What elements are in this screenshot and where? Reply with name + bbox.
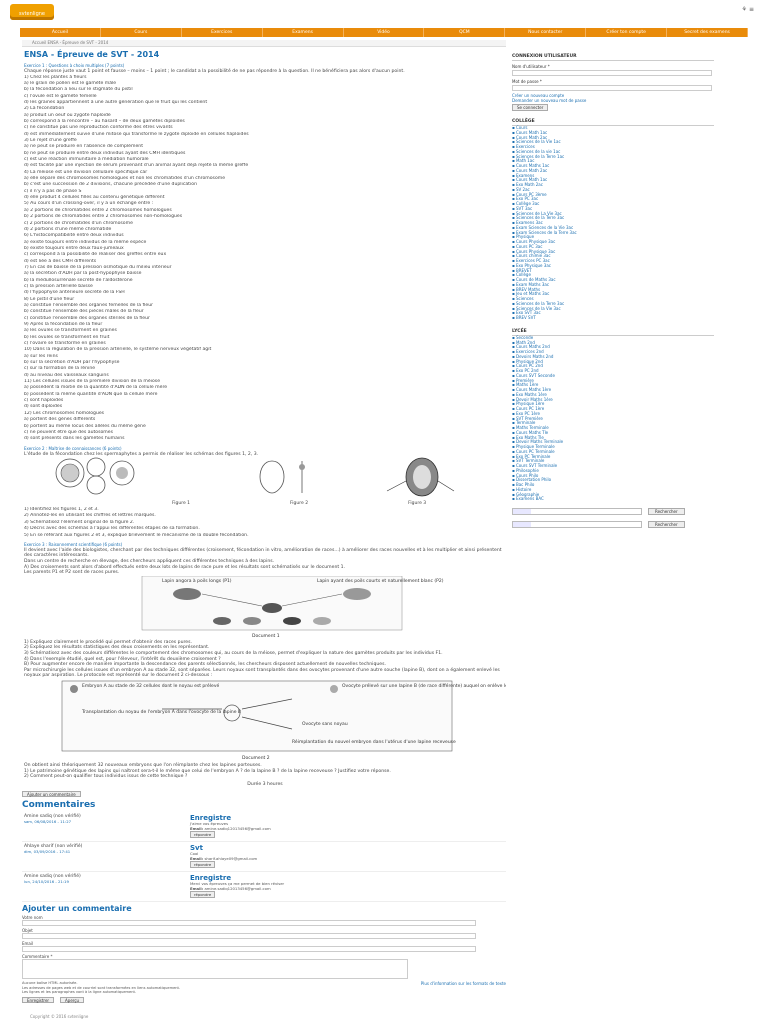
college-menu-item[interactable]: ▪ Math 1ac xyxy=(512,158,535,164)
comment-date[interactable]: sam, 06/08/2016 - 11:27 xyxy=(24,819,72,825)
college-menu-item[interactable]: ▪ Cours Math 1ac xyxy=(512,177,548,183)
qcm-line: d) 2 portions d'une même chromatide xyxy=(24,226,112,232)
college-menu-item[interactable]: ▪ Exam Sciences de la Terre 3ac xyxy=(512,229,577,235)
qcm-line: a) elle sépare des chromosomes homologues et non les chromatides d'un chromosome xyxy=(24,176,226,182)
login-link[interactable]: Créer un nouveau compte xyxy=(512,93,565,98)
college-menu-item[interactable]: ▪ Cours Math 2ac xyxy=(512,134,548,140)
comment-body xyxy=(190,844,500,868)
college-menu-item[interactable]: ▪ SVT 3ac xyxy=(512,205,533,211)
nav-item[interactable]: Accueil xyxy=(20,28,101,37)
qcm-line: a) existe toujours entre individus de la même espèce xyxy=(24,239,147,245)
comment-item xyxy=(22,872,506,902)
format-row xyxy=(22,981,506,994)
qcm-line: 2) La fécondation xyxy=(24,106,65,112)
figures-1-2-3 xyxy=(22,457,506,499)
comment-email-label: Email: xyxy=(190,855,204,861)
exam-duration: Durée 3 heures xyxy=(247,781,283,787)
name-label: Votre nom xyxy=(22,915,43,921)
comments-title: Commentaires xyxy=(22,800,96,811)
college-menu-item[interactable]: ▪ Sciences de la Vie 3ac xyxy=(512,305,561,311)
exercise-1-title: Exercice 1 : Questions à choix multiples (7 points) xyxy=(24,63,125,68)
qcm-line: a) la sécrétion d'ADH par la post-hypophyse baisse xyxy=(24,271,142,277)
figure-label: Figure 2 xyxy=(290,501,309,507)
lycee-menu-item[interactable]: ▪ Math 2nd xyxy=(512,339,535,345)
comment-label: Commentaire * xyxy=(22,954,53,960)
qcm-line: d) au niveau des vaisseaux sanguins xyxy=(24,372,109,378)
qcm-line: b) la fécondation a lieu sur le stigmate du pistil xyxy=(24,87,133,93)
comment-email xyxy=(190,827,500,831)
college-menu-item[interactable]: ▪ Cours PC 3ème xyxy=(512,191,547,197)
qcm-line: 4) La méiose est une division cellulaire spécifique car xyxy=(24,169,148,175)
search-button-2[interactable]: Rechercher xyxy=(648,521,685,528)
lycee-menu-title: LYCÉE xyxy=(512,329,714,336)
qcm-line: c) l'ovule est le gamète femelle xyxy=(24,93,97,99)
lycee-menu-item[interactable]: ▪ Terminale xyxy=(512,420,536,426)
college-menu xyxy=(512,126,714,321)
college-menu-item[interactable]: ▪ Sciences xyxy=(512,296,534,301)
top-icons[interactable]: ⚘ ≡ xyxy=(741,6,754,13)
qcm-line: c) sont haploïdes xyxy=(24,398,64,404)
site-logo[interactable] xyxy=(10,4,54,20)
comment-body xyxy=(190,874,500,898)
doc2-top-right-label: Ovocyte prélevé sur une lapine B (de race différente) auquel on enlève le noyau xyxy=(342,683,506,689)
qcm-line: d) elle produit 4 cellules filles au contenu génétique différent xyxy=(24,195,165,201)
comment-textarea[interactable] xyxy=(22,959,408,979)
lycee-menu-item[interactable]: ▪ Devoirs Maths 2nd xyxy=(512,353,554,359)
lycee-menu-item[interactable]: ▪ Bac Philo xyxy=(512,482,535,487)
qcm-line: 11) Les cellules issues de la première division de la méiose xyxy=(24,379,161,385)
college-menu-item[interactable]: ▪ Cours Math 1ac xyxy=(512,129,548,135)
qcm-line: c) sur la formation de la rénine xyxy=(24,366,96,372)
subject-label: Objet xyxy=(22,928,33,934)
college-menu-item[interactable]: ▪ Cours xyxy=(512,125,528,130)
college-menu-item[interactable]: ▪ Exam Sciences de la Vie 3ac xyxy=(512,224,574,230)
lycee-menu-item[interactable]: ▪ Cours Philo xyxy=(512,472,539,478)
college-menu-item[interactable]: ▪ Exo Physique 3ac xyxy=(512,262,551,268)
exercise-3-question: 2) Expliquez les résultats statistiques des deux croisements en les représentant. xyxy=(24,645,210,651)
comment-email-label: Email: xyxy=(190,825,204,831)
qcm-line: a) sur les reins xyxy=(24,353,58,359)
format-note: Les adresses de pages web et de courriel sont transformées en liens automatiquement. xyxy=(22,985,181,990)
college-menu-item[interactable]: ▪ Sciences de la Terre 3ac xyxy=(512,300,565,306)
exercise-3-questions-a xyxy=(22,640,506,662)
exercise-3-p6: Par microchirurgie les cellules issues d'un embryon A au stade 32, sont séparées. Leurs noyaux sont transplantés dans des ovocytes provenant d'une autre souche (lapine B), dont on a également enlevé les noyaux par aspiration. Le protocole est représenté sur le document 2 ci-dessous : xyxy=(24,667,500,679)
exercise-3-p2: Dans un centre de recherche en élevage, des chercheurs appliquent ces différentes techniques à des lapins. xyxy=(24,559,275,565)
reply-button[interactable]: répondre xyxy=(190,861,215,868)
comment-text: J'aime vos épreuves xyxy=(190,821,229,827)
figure-label: Figure 1 xyxy=(172,501,191,507)
exercise-2-question: 2) Annotez-les en utilisant les chiffres et lettres marqués. xyxy=(24,513,156,519)
format-note: Les lignes et les paragraphes vont à la ligne automatiquement. xyxy=(22,989,137,994)
college-menu-item[interactable]: ▪ Cours PC 3ac xyxy=(512,243,543,249)
qcm-line: d) est immédiatement suivie d'une mitose qui transforme le zygote diploïde en cellules haploïdes xyxy=(24,131,249,137)
password-input[interactable] xyxy=(512,85,712,91)
lycee-menu-item[interactable]: ▪ Histoire xyxy=(512,486,532,492)
comment-email-value: sharif.ahlaye09@gmail.com xyxy=(204,855,258,861)
lycee-menu-item[interactable]: ▪ Devoir Maths 1ère xyxy=(512,396,553,402)
lycee-menu-item[interactable]: ▪ Physique Terminale xyxy=(512,444,555,449)
exercise-3-p7: On obtient ainsi théoriquement 32 nouveaux embryons que l'on réimplante chez les lapines porteuses. xyxy=(24,762,262,768)
exercise-3-p3: A) Des croisements sont alors d'abord effectués entre deux lots de lapins de race pure et les résultats sont schématisés sur le document 1. xyxy=(24,564,346,570)
exercise-2-question: 5) En se référant aux figures 2 et 3, explique brièvement le mécanisme de la double fécondation. xyxy=(24,532,249,538)
lycee-menu-item[interactable]: ▪ Exo Maths 1ère xyxy=(512,391,547,397)
doc2-bottom-right-label: Réimplantation du nouvel embryon dans l'utérus d'une lapine receveuse xyxy=(292,739,456,745)
exercise-3-question: 2) Comment peut-on qualifier tous individus issus de cette technique ? xyxy=(24,774,188,780)
college-menu-item[interactable]: ▪ Sciences de La Vie 3ac xyxy=(512,210,562,216)
lycee-menu-item[interactable]: ▪ Cours SVT Terminale xyxy=(512,463,558,468)
nav-item[interactable]: Nous contacter xyxy=(505,28,586,37)
comment-text: Cool xyxy=(190,851,199,857)
reply-button[interactable]: répondre xyxy=(190,831,215,838)
comment-title[interactable]: Svt xyxy=(190,844,203,853)
login-block-title: CONNEXION UTILISATEUR xyxy=(512,54,714,61)
doc2-ovocyte-icon xyxy=(330,685,338,693)
name-input[interactable] xyxy=(22,920,476,926)
qcm-line: a) portent des gènes différents xyxy=(24,417,96,423)
college-menu-item[interactable]: ▪ Sciences de la Terre 3ac xyxy=(512,215,565,221)
format-notes xyxy=(22,981,180,994)
qcm-line: d) sont diploïdes xyxy=(24,404,63,410)
lycee-menu-item[interactable]: ▪ Cours Maths Tle xyxy=(512,429,549,435)
college-menu-item[interactable]: ▪ Sciences de la Terre 1ac xyxy=(512,153,565,159)
exercise-3-question: 1) Le patrimoine génétique des lapins qui naîtront sera-t-il le même que celui de l'embryon A ? de la lapine B ? de la lapine receveuse ? Justifiez votre réponse. xyxy=(24,768,391,774)
lycee-menu-item[interactable]: ▪ SVT Terminale xyxy=(512,458,545,464)
qcm-line: b) possèdent la même quantité d'ADN que la cellule mère xyxy=(24,391,158,397)
qcm-line: a) le grain de pollen est le gamète mâle xyxy=(24,80,117,86)
comment-email xyxy=(190,857,500,861)
breadcrumb-bar xyxy=(22,40,506,47)
nav-item[interactable]: Créer ton compte xyxy=(586,28,667,37)
username-label: Nom d'utilisateur * xyxy=(512,64,550,69)
document-2 xyxy=(22,679,506,761)
doc1-left-label: Lapin angora à poils longs (P1) xyxy=(162,578,232,584)
lycee-menu-item[interactable]: ▪ Philosophie xyxy=(512,467,539,473)
qcm-line: c) l'ovaire se transforme en graines xyxy=(24,341,106,347)
search-input[interactable] xyxy=(512,508,642,515)
qcm-line: 9) Après la fécondation de la fleur xyxy=(24,322,103,327)
lycee-menu-item[interactable]: ▪ Maths 1ère xyxy=(512,382,539,388)
college-menu-item[interactable]: ▪ Sciences de la vie 1ac xyxy=(512,148,561,154)
comment-email xyxy=(190,887,500,891)
doc2-embryo-icon xyxy=(70,685,78,693)
comment-title[interactable]: Enregistre xyxy=(190,874,232,883)
nav-item[interactable]: Vidéo xyxy=(344,28,425,37)
lycee-menu-item[interactable]: ▪ Cours PC Terminale xyxy=(512,448,555,454)
email-input[interactable] xyxy=(22,946,476,952)
figure-2-drawing xyxy=(260,461,305,493)
lycee-menu-item[interactable]: ▪ Cours PC 1ère xyxy=(512,406,545,411)
nav-item[interactable]: Cours xyxy=(101,28,182,37)
qcm-line: d) l'hypophyse antérieure secrète de la FSH xyxy=(24,290,125,296)
comment-date[interactable]: lun, 24/10/2016 - 21:19 xyxy=(24,879,69,885)
search-row-1 xyxy=(512,508,714,515)
login-links xyxy=(512,93,714,103)
qcm-line: b) c'est une succession de 2 divisions, chacune précédée d'une duplication xyxy=(24,182,197,188)
exercise-2-title: Exercice 2 : Maîtrise de connaissances (6 points) xyxy=(24,445,122,451)
preview-button[interactable]: Aperçu xyxy=(60,997,84,1003)
qcm-line: d) sont présents dans les gamètes humains xyxy=(24,436,125,442)
comment-title[interactable]: Enregistre xyxy=(190,814,232,823)
search-row-2 xyxy=(512,521,714,528)
comment-author[interactable]: Amine sadiq (non vérifié) xyxy=(24,874,81,880)
college-menu-item[interactable]: ▪ BREV SVT xyxy=(512,315,536,320)
qcm-line: 3) Le rejet d'une greffe xyxy=(24,138,77,144)
top-bar xyxy=(0,0,768,26)
nav-item[interactable]: Exercices xyxy=(182,28,263,37)
qcm-line: c) 2 portions de chromatides d'un chromosome xyxy=(24,220,133,226)
document-1 xyxy=(22,576,506,638)
college-menu-item[interactable]: ▪ Exo Math 2ac xyxy=(512,182,543,187)
qcm-line: c) constitue l'ensemble des organes stériles de la fleur xyxy=(24,315,150,321)
exercise-2-intro: L'étude de la fécondation chez les spermaphytes a permis de réaliser les schémas des figures 1, 2, 3. xyxy=(24,451,259,457)
form-buttons xyxy=(22,997,506,1003)
exercise-3-question: 3) Schématisez avec des couleurs différentes le comportement des chromosomes qui, au cours de la méiose, permet d'expliquer la nature des gamètes produits par les individus F1. xyxy=(24,651,443,656)
add-comment-button[interactable]: Ajouter un commentaire xyxy=(22,791,81,797)
college-menu-item[interactable]: ▪ Sciences de la Vie 1ac xyxy=(512,139,561,145)
nav-item[interactable]: QCM xyxy=(424,28,505,37)
qcm-line: b) la médullosurrénale secrète de l'aldostérone xyxy=(24,277,133,283)
comment-email-value: amine.sadiq12013456@gmail.com xyxy=(204,825,271,831)
qcm-line: b) ne peut se produire entre deux individus ayant des CMH identiques xyxy=(24,150,186,156)
lycee-menu-item[interactable]: ▪ Première xyxy=(512,377,534,383)
doc1-caption: Document 1 xyxy=(252,633,280,638)
lycee-menu-item[interactable]: ▪ SVT Première xyxy=(512,415,543,421)
username-input[interactable] xyxy=(512,70,712,76)
subject-input[interactable] xyxy=(22,933,476,939)
qcm-line: 5) Au cours d'un crossing-over, il y a un échange entre : xyxy=(24,201,154,207)
qcm-line: c) la pression artérielle baisse xyxy=(24,283,93,289)
lycee-menu-item[interactable]: ▪ Maths Terminale xyxy=(512,425,549,430)
qcm-line: b) 2 portions de chromatides entre 2 chromosomes non-homologues xyxy=(24,214,183,220)
lycee-menu xyxy=(512,336,714,502)
qcm-line: b) correspond à la rencontre – au hasard – de deux gamètes diploïdes xyxy=(24,119,185,124)
college-menu-item[interactable]: ▪ Cours Physique 3ac xyxy=(512,248,556,254)
qcm-line: d) les graines appartiennent à une autre génération que le fruit qui les contient xyxy=(24,99,208,105)
college-menu-item[interactable]: ▪ Collège xyxy=(512,272,531,278)
college-menu-item[interactable]: ▪ Jeu et Maths 3ac xyxy=(512,291,550,297)
college-menu-item[interactable]: ▪ BREV Maths xyxy=(512,286,541,292)
college-menu-item[interactable]: ▪ Exam Maths 3ac xyxy=(512,281,550,287)
qcm-line: a) constitue l'ensemble des organes femelles de la fleur xyxy=(24,302,154,308)
doc2-mid-right-label: Ovocyte sans noyau xyxy=(302,721,348,727)
qcm-line: 6) L'histocompatibilité entre deux individus xyxy=(24,233,124,239)
qcm-line: b) sur la sécrétion d'ADH par l'hypophyse xyxy=(24,360,120,366)
add-comment-title: Ajouter un commentaire xyxy=(22,904,132,914)
qcm-line: a) les ovules se transforment en graines xyxy=(24,328,117,334)
college-menu-item[interactable]: ▪ Collège 3ac xyxy=(512,201,540,206)
college-menu-item[interactable]: ▪ Cours chimie 3ac xyxy=(512,253,551,259)
qcm-line: a) ne peut se produire en l'absence de complément xyxy=(24,144,144,150)
doc2-caption: Document 2 xyxy=(242,755,270,761)
lycee-menu-item[interactable]: ▪ Cours Maths 2nd xyxy=(512,344,550,350)
comment-author[interactable]: Amine sadiq (non vérifié) xyxy=(24,814,81,820)
lycee-menu-item[interactable]: ▪ Physique 1ère xyxy=(512,401,545,407)
qcm-line: b) les ovules se transforment en fruit xyxy=(24,334,110,340)
college-menu-item[interactable]: ▪ Cours Maths 1ac xyxy=(512,163,550,168)
email-label: Email xyxy=(22,941,34,947)
doc2-mid-left-label: Transplantation du noyau de l'embryon A dans l'ovocyte de la lapine B xyxy=(82,709,241,715)
lycee-menu-item[interactable]: ▪ Examens BAC xyxy=(512,496,544,502)
exercise-2-question: 1) Identifiez les figures 1, 2 et 3. xyxy=(24,507,99,513)
lycee-menu-item[interactable]: ▪ Exo PC 2nd xyxy=(512,368,539,373)
exercise-3-p1: Il devient avec l'aide des biologistes, cherchant par des techniques différentes (croisement, fécondation in vitro, amélioration de races...) à améliorer des races nouvelles et à les multiplier et ainsi présentent des caractères intéressants. xyxy=(24,547,502,559)
page-title: ENSA - Épreuve de SVT - 2014 xyxy=(24,50,160,59)
comment-body xyxy=(190,814,500,838)
qcm-line: c) correspond à la possibilité de réaliser des greffes entre eux xyxy=(24,252,167,258)
lycee-menu-item[interactable]: ▪ Exo PC Terminale xyxy=(512,453,551,459)
qcm-line: a) 2 portions de chromatides entre 2 chromosomes homologues xyxy=(24,207,172,213)
lycee-menu-item[interactable]: ▪ Cours SVT Seconde xyxy=(512,372,555,378)
lycee-menu-item[interactable]: ▪ Exo PC 1ère xyxy=(512,410,540,416)
qcm-line: 12) Les chromosomes homologues xyxy=(24,410,105,416)
format-info-link[interactable]: Plus d'information sur les formats de texte xyxy=(420,981,506,987)
comment-text: Merci vos épreuves ça me permet de bien réviser xyxy=(190,881,285,887)
college-menu-item[interactable]: ▪ Examens xyxy=(512,172,535,178)
college-menu-item[interactable]: ▪ Cours Physique 3ac xyxy=(512,239,556,244)
exercise-3-questions-b xyxy=(22,769,506,780)
qcm-line: c) ne constitue pas une reproduction conforme des êtres vivants xyxy=(24,125,173,131)
college-menu-title: COLLÈGE xyxy=(512,119,714,126)
lycee-menu-item[interactable]: ▪ Seconde xyxy=(512,334,534,340)
nav-item[interactable]: Examens xyxy=(263,28,344,37)
comment-date[interactable]: dim, 03/09/2016 - 17:41 xyxy=(24,849,71,855)
login-link[interactable]: Demander un nouveau mot de passe xyxy=(512,98,587,103)
sidebar xyxy=(512,50,714,528)
save-button[interactable]: Enregistrer xyxy=(22,997,54,1003)
college-menu-item[interactable]: ▪ Exo SVT 3ac xyxy=(512,310,541,316)
college-menu-item[interactable]: ▪ SV 2ac xyxy=(512,186,530,192)
comment-item xyxy=(22,812,506,842)
login-button[interactable]: Se connecter xyxy=(512,104,548,111)
reply-button[interactable]: répondre xyxy=(190,891,215,898)
qcm-line: c) il n'y a pas de phase S xyxy=(24,188,82,194)
lycee-menu-item[interactable]: ▪ Dissertation Philo xyxy=(512,477,552,483)
qcm-line: 1) Chez les plantes à fleurs xyxy=(24,74,87,80)
comment-email-value: amine.sadiq12013456@gmail.com xyxy=(204,885,271,891)
college-menu-item[interactable]: ▪ Exercices PC 3ac xyxy=(512,258,550,263)
exercise-3-p4: Les parents P1 et P2 sont de races pures. xyxy=(24,570,120,576)
password-label: Mot de passe * xyxy=(512,79,542,84)
lycee-menu-item[interactable]: ▪ Cours PC 2nd xyxy=(512,363,543,369)
exercise-2-questions xyxy=(22,507,506,539)
doc1-right-label: Lapin ayant des poils courts et naturellement blanc (P2) xyxy=(317,578,444,584)
qcm-line: d) est liée à des CMH différents xyxy=(24,258,97,264)
nav-item[interactable]: Secret des examens xyxy=(667,28,748,37)
main-nav xyxy=(20,28,748,37)
qcm-line: 7) En cas de baisse de la pression osmotique du milieu intérieur xyxy=(24,264,172,270)
exercise-2-question: 4) Décris avec des schémas à l'appui les différentes étapes de sa formation. xyxy=(24,526,200,532)
lycee-menu-item[interactable]: ▪ Devoir Maths Terminale xyxy=(512,439,564,445)
logo-text: svtenligne xyxy=(19,11,45,17)
exercise-3-question: 4) Dans l'exemple étudié, quel est, pour l'éleveur, l'intérêt du deuxième croisement ? xyxy=(24,656,221,662)
exercise-3-p5: B) Pour augmenter encore de manière importante la descendance des parents sélectionnés, les chercheurs disposent actuellement de nouvelles techniques. xyxy=(24,662,386,668)
comment-author[interactable]: Ahlaye sharif (non vérifié) xyxy=(24,844,83,850)
exercise-2-question: 3) Schématisez l'élément original de la figure 2. xyxy=(24,519,135,525)
figure-3-drawing xyxy=(387,458,454,496)
lycee-menu-item[interactable]: ▪ Exo Maths Tle xyxy=(512,434,544,440)
lycee-menu-item[interactable]: ▪ Physique 2nd xyxy=(512,358,543,364)
qcm-line: c) est une réaction immunitaire à médiation humorale xyxy=(24,157,149,163)
qcm-line: b) constitue l'ensemble des pièces mâles de la fleur xyxy=(24,309,144,315)
qcm-line: d) est facilité par une injection de sérum provenant d'un animal ayant déjà rejeté la même greffe xyxy=(24,163,249,169)
qcm-list xyxy=(22,75,506,443)
college-menu-item[interactable]: ▪ Examens 3ac xyxy=(512,220,543,225)
qcm-line: c) ne peuvent être que des autosomes xyxy=(24,429,113,435)
college-menu-item[interactable]: ▪ Exo PC 3ac xyxy=(512,196,539,202)
format-note: Aucune balise HTML autorisée. xyxy=(22,981,78,986)
qcm-line: a) produit un oeuf ou zygote haploïde xyxy=(24,112,111,118)
comments-section xyxy=(22,791,506,1003)
qcm-line: 10) Dans la régulation de la pression artérielle, le système nerveux végétatif agit xyxy=(24,347,212,353)
footer: Copyright © 2016 svtenligne xyxy=(30,1014,89,1019)
doc2-top-left-label: Embryon A au stade de 32 cellules dont le noyau est prélevé xyxy=(82,683,220,689)
college-menu-item[interactable]: ▪ Exercices xyxy=(512,144,535,149)
college-menu-item[interactable]: ▪ Cours Math 2ac xyxy=(512,167,548,173)
figure-label: Figure 3 xyxy=(408,501,427,507)
qcm-line: 8) Le pistil d'une fleur xyxy=(24,296,75,302)
comment-item xyxy=(22,842,506,872)
comment-list xyxy=(22,812,506,902)
figure-1-drawing xyxy=(56,458,134,494)
lycee-menu-item[interactable]: ▪ Cours Maths 1ère xyxy=(512,387,552,392)
qcm-line: b) existe toujours entre deux faux-jumeaux xyxy=(24,245,124,251)
breadcrumb[interactable]: Accueil ENSA - Épreuve de SVT - 2014 xyxy=(32,40,109,45)
qcm-line: a) possèdent la moitié de la quantité d'ADN de la cellule mère xyxy=(24,385,168,391)
qcm-line: b) portent au même locus des allèles du même gène xyxy=(24,423,146,429)
exercise-3-question: 1) Expliquez clairement le procédé qui permet d'obtenir des races pures. xyxy=(24,639,192,645)
college-menu-item[interactable]: ▪ Cours de Maths 3ac xyxy=(512,277,556,282)
search-input-2[interactable] xyxy=(512,521,642,528)
lycee-menu-item[interactable]: ▪ Exercices 2nd xyxy=(512,349,544,354)
search-button[interactable]: Rechercher xyxy=(648,508,685,515)
comment-email-label: Email: xyxy=(190,885,204,891)
college-menu-item[interactable]: ▪ BREVET xyxy=(512,267,532,273)
lycee-menu-item[interactable]: ▪ Géographie xyxy=(512,491,540,497)
main-content xyxy=(22,40,506,1003)
exercise-3-title: Exercice 3 : Raisonnement scientifique (6 points) xyxy=(24,541,123,547)
exercise-1-intro: Chaque réponse juste vaut 1 point et fausse – moins – 1 point ; le candidat a la possibilité de ne pas répondre à la question. Il ne bénéficiera pas alors d'aucun point. xyxy=(24,69,405,74)
college-menu-item[interactable]: ▪ Physique xyxy=(512,234,535,240)
